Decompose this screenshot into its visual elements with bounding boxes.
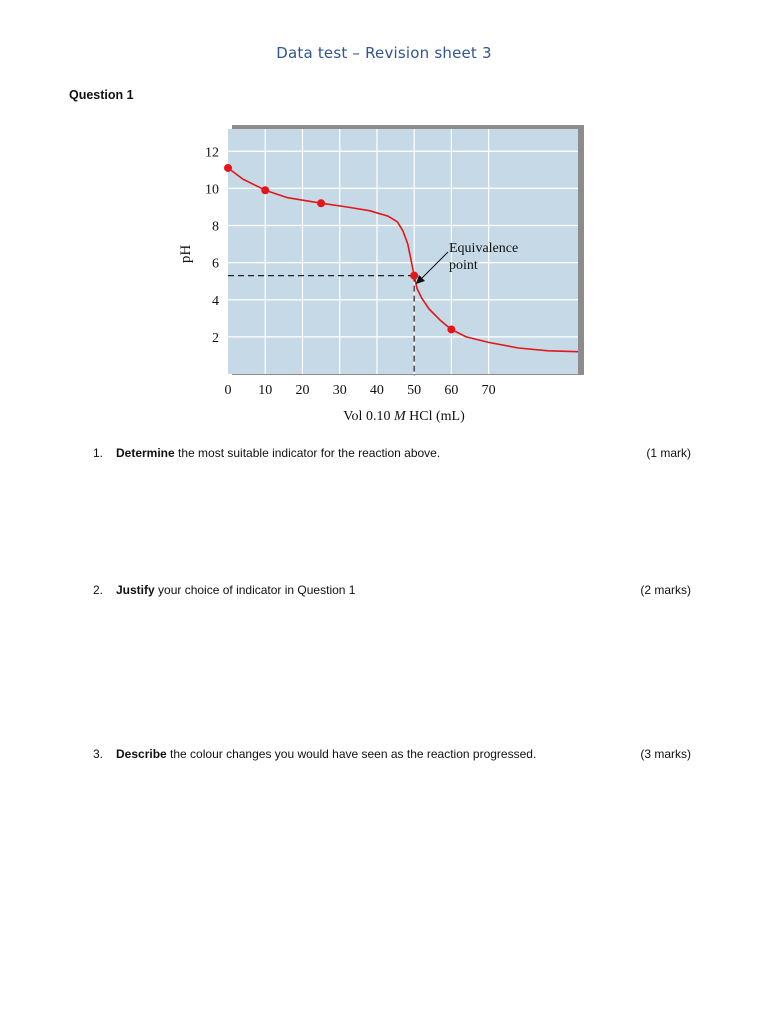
- y-tick-label: 10: [205, 182, 219, 198]
- question-text: [116, 583, 640, 597]
- x-tick-label: 70: [481, 383, 496, 398]
- x-axis-label-italic: M: [393, 409, 406, 424]
- question-number: 2.: [93, 583, 104, 597]
- data-point: [447, 325, 455, 333]
- x-axis-label-suffix: HCl (mL): [405, 409, 465, 424]
- question-3: [93, 747, 691, 761]
- question-text: [116, 747, 640, 761]
- question-text: [116, 446, 646, 460]
- data-point: [410, 272, 418, 280]
- x-tick-label: 0: [224, 383, 232, 398]
- x-tick-label: 50: [407, 383, 422, 398]
- data-point: [261, 186, 269, 194]
- question-body: the colour changes you would have seen as the reaction progressed.: [166, 747, 537, 761]
- x-tick-label: 40: [369, 383, 384, 398]
- question-heading: Question 1: [69, 88, 134, 102]
- question-body: your choice of indicator in Question 1: [154, 583, 356, 597]
- y-tick-label: 2: [212, 330, 219, 346]
- question-marks: (1 mark): [646, 446, 691, 460]
- chart-svg: [170, 120, 610, 440]
- question-marks: (2 marks): [640, 583, 691, 597]
- x-axis-label-prefix: Vol 0.10: [343, 409, 394, 424]
- question-number: 1.: [93, 446, 104, 460]
- y-tick-label: 4: [212, 293, 219, 309]
- command-verb: Determine: [116, 446, 175, 460]
- question-1: [93, 446, 691, 460]
- command-verb: Justify: [116, 583, 155, 597]
- titration-chart: [170, 120, 610, 440]
- question-marks: (3 marks): [640, 747, 691, 761]
- command-verb: Describe: [116, 747, 167, 761]
- data-point: [224, 164, 232, 172]
- x-tick-label: 10: [258, 383, 273, 398]
- question-number: 3.: [93, 747, 104, 761]
- question-2: [93, 583, 691, 597]
- question-body: the most suitable indicator for the reaction above.: [174, 446, 441, 460]
- x-axis-label: [343, 409, 465, 424]
- x-tick-label: 60: [444, 383, 459, 398]
- data-point: [317, 199, 325, 207]
- x-tick-label: 30: [332, 383, 347, 398]
- y-tick-label: 8: [212, 219, 219, 235]
- y-tick-label: 6: [212, 256, 219, 272]
- annotation-line-1: Equivalence: [449, 241, 519, 256]
- annotation-line-2: point: [449, 258, 478, 273]
- x-tick-label: 20: [295, 383, 310, 398]
- y-tick-label: 12: [205, 145, 219, 161]
- y-axis-label: pH: [178, 244, 194, 264]
- page-title: Data test – Revision sheet 3: [276, 44, 492, 62]
